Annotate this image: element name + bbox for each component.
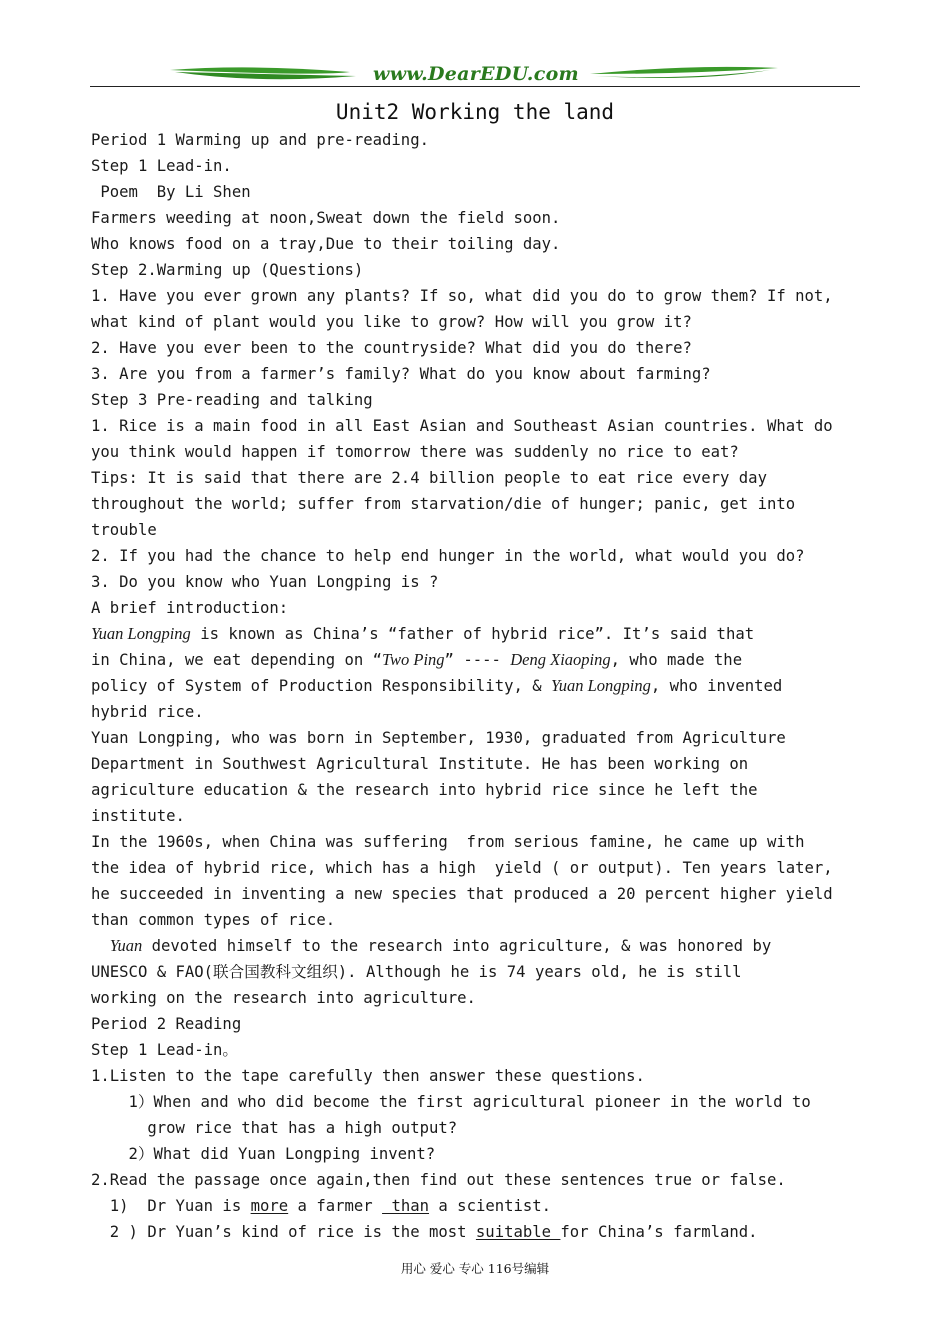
text-line: 2.Read the passage once again,then find out these sentences true or false.: [91, 1171, 786, 1189]
text-line: grow rice that has a high output?: [91, 1119, 458, 1137]
text-line: Yuan Longping is known as China’s “father of hybrid rice”. It’s said that: [91, 624, 755, 643]
text-line: Step 2.Warming up (Questions): [91, 261, 364, 279]
text-line: 2 ) Dr Yuan’s kind of rice is the most suitable for China’s farmland.: [91, 1223, 758, 1241]
text-line: 1. Rice is a main food in all East Asian and Southeast Asian countries. What do: [91, 417, 833, 435]
italic-name: Two Ping: [382, 650, 445, 669]
underlined-word: than: [382, 1197, 430, 1215]
text-line: 1. Have you ever grown any plants? If so, what did you do to grow them? If not,: [91, 287, 833, 305]
text-line: than common types of rice.: [91, 911, 336, 929]
text-line: in China, we eat depending on “Two Ping” ---- Deng Xiaoping, who made the: [91, 650, 743, 669]
text-line: Who knows food on a tray,Due to their toiling day.: [91, 235, 561, 253]
text-line: Tips: It is said that there are 2.4 billion people to eat rice every day: [91, 469, 767, 487]
text-line: throughout the world; suffer from starvation/die of hunger; panic, get into: [91, 495, 796, 513]
text-line: working on the research into agriculture.: [91, 989, 476, 1007]
page-header: [90, 60, 860, 90]
italic-name: Yuan Longping: [551, 676, 651, 695]
text-line: Period 2 Reading: [91, 1015, 242, 1033]
text-line: A brief introduction:: [91, 599, 289, 617]
site-logo[interactable]: www.DearEDU.com: [373, 63, 579, 85]
text-line: Step 1 Lead-in。: [91, 1041, 239, 1059]
text-line: UNESCO & FAO(联合国教科文组织). Although he is 74 years old, he is still: [91, 963, 742, 981]
page-footer: 用心 爱心 专心 116号编辑: [400, 1261, 550, 1276]
text-line: Yuan Longping, who was born in September, 1930, graduated from Agriculture: [91, 729, 786, 747]
text-line: Step 1 Lead-in.: [91, 157, 232, 175]
text-line: institute.: [91, 807, 185, 825]
text-line: 2. Have you ever been to the countryside? What did you do there?: [91, 339, 692, 357]
text-line: hybrid rice.: [91, 703, 204, 721]
italic-name: Yuan Longping: [91, 624, 191, 643]
text-line: the idea of hybrid rice, which has a high yield ( or output). Ten years later,: [91, 859, 833, 877]
text-line: agriculture education & the research into hybrid rice since he left the: [91, 781, 758, 799]
text-line: Farmers weeding at noon,Sweat down the field soon.: [91, 209, 561, 227]
text-line: In the 1960s, when China was suffering from serious famine, he came up with: [91, 833, 805, 851]
italic-name: Deng Xiaoping: [510, 650, 611, 669]
text-line: Poem By Li Shen: [91, 183, 251, 201]
text-line: 1）When and who did become the first agricultural pioneer in the world to: [91, 1093, 811, 1111]
text-line: trouble: [91, 521, 157, 539]
text-line: Period 1 Warming up and pre-reading.: [91, 131, 429, 149]
text-line: 1.Listen to the tape carefully then answer these questions.: [91, 1067, 645, 1085]
text-line: 1) Dr Yuan is more a farmer than a scientist.: [91, 1197, 552, 1215]
text-line: 2. If you had the chance to help end hunger in the world, what would you do?: [91, 547, 805, 565]
text-line: 3. Are you from a farmer’s family? What do you know about farming?: [91, 365, 711, 383]
text-line: what kind of plant would you like to grow? How will you grow it?: [91, 313, 692, 331]
text-line: Yuan devoted himself to the research into agriculture, & was honored by: [109, 936, 772, 955]
text-line: 2）What did Yuan Longping invent?: [91, 1145, 436, 1163]
underlined-word: suitable: [475, 1223, 561, 1241]
underlined-word: more: [250, 1197, 289, 1215]
text-line: policy of System of Production Responsibility, & Yuan Longping, who invented: [91, 676, 783, 695]
italic-name: Yuan: [109, 936, 143, 955]
text-line: 3. Do you know who Yuan Longping is ?: [91, 573, 439, 591]
text-line: Step 3 Pre-reading and talking: [91, 391, 373, 409]
text-line: Department in Southwest Agricultural Institute. He has been working on: [91, 755, 749, 773]
header-rule: [90, 86, 860, 87]
text-line: you think would happen if tomorrow there was suddenly no rice to eat?: [91, 443, 739, 461]
text-line: he succeeded in inventing a new species that produced a 20 percent higher yield: [91, 885, 833, 903]
document-title: Unit2 Working the land: [335, 100, 615, 124]
